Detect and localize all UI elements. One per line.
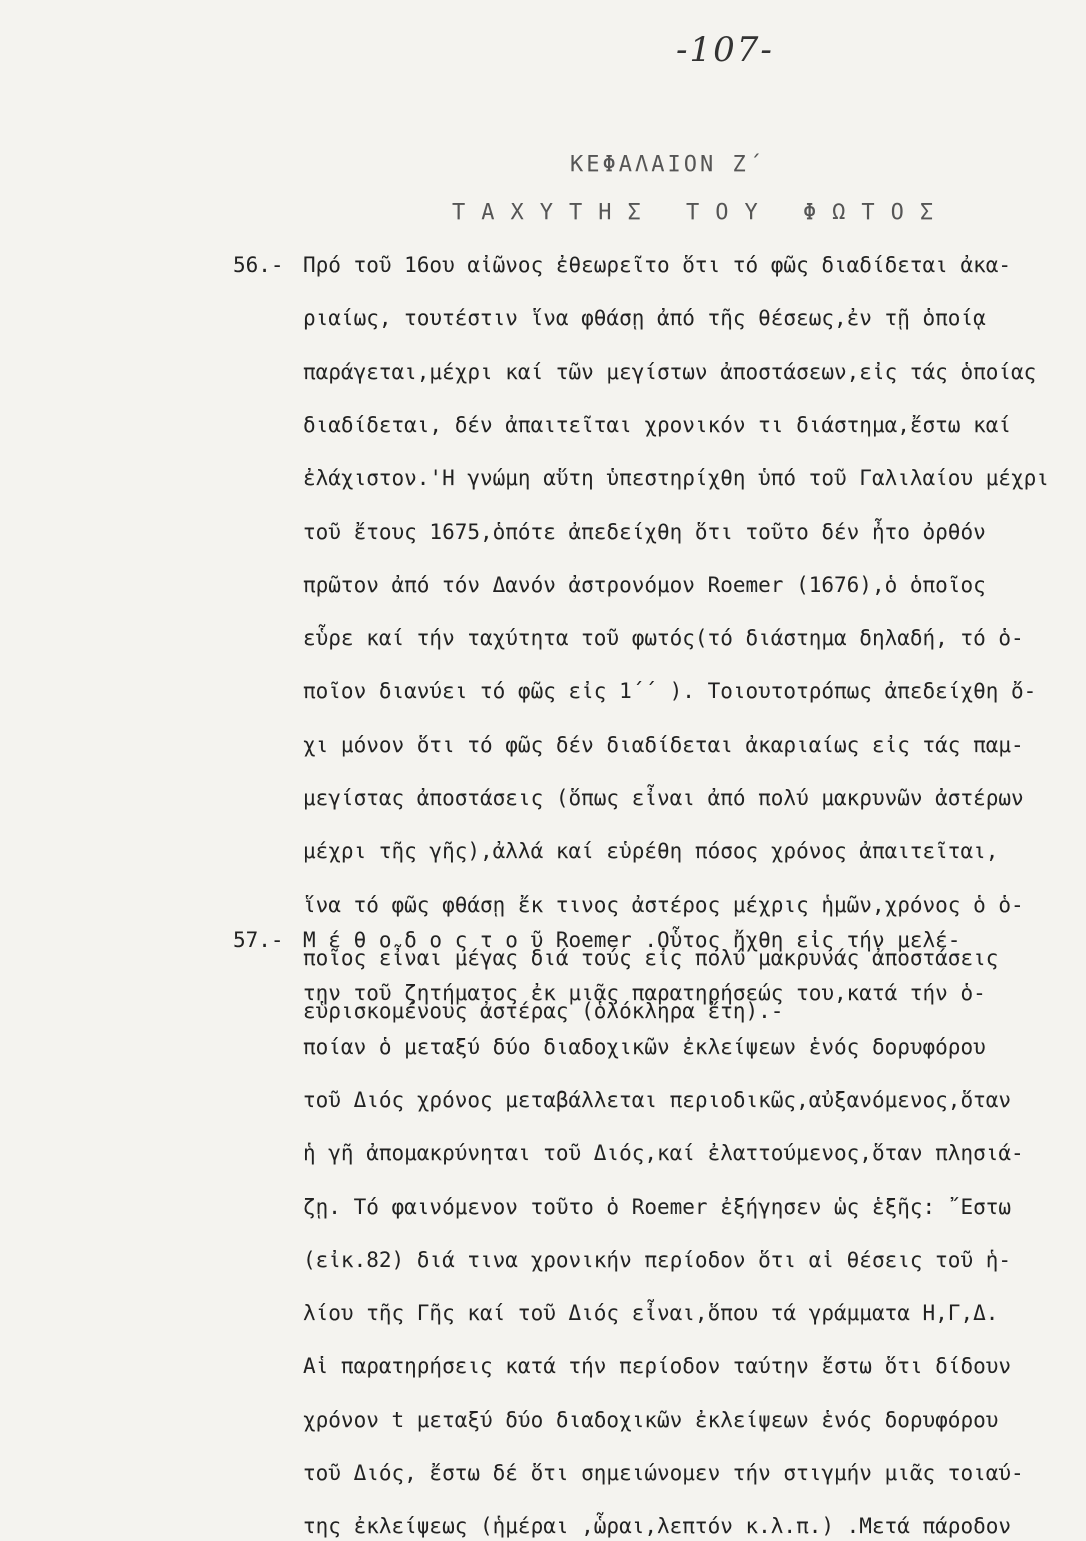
section-number: 56.- — [233, 253, 284, 277]
chapter-heading: ΚΕΦΑΛΑΙΟΝ Ζ΄ — [570, 152, 765, 177]
text-line: ριαίως, τουτέστιν ἵνα φθάσῃ ἀπό τῆς θέσεως,ἐν τῇ ὁποίᾳ — [303, 306, 986, 331]
text-line: ποίαν ὁ μεταξύ δύο διαδοχικῶν ἐκλείψεων ἑνός δορυφόρου — [303, 1034, 986, 1059]
text-line: παράγεται,μέχρι καί τῶν μεγίστων ἀποστάσεων,εἰς τάς ὁποίας — [303, 359, 1037, 384]
text-line: μεγίστας ἀποστάσεις (ὅπως εἶναι ἀπό πολύ μακρυνῶν ἀστέρων — [303, 786, 1024, 810]
text-line: χρόνον t μεταξύ δύο διαδοχικῶν ἐκλείψεων ἑνός δορυφόρου — [303, 1407, 999, 1432]
text-line: ἵνα τό φῶς φθάσῃ ἔκ τινος ἀστέρος μέχρις ἡμῶν,χρόνος ὁ ὁ- — [303, 892, 1024, 917]
section-number: 57.- — [233, 928, 284, 952]
text-line: πρῶτον ἀπό τόν Δανόν ἀστρονόμον Roemer (1676),ὁ ὁποῖος — [303, 572, 986, 597]
text-line: διαδίδεται, δέν ἀπαιτεῖται χρονικόν τι διάστημα,ἔστω καί — [303, 412, 1012, 437]
text-line: ποῖος εἶναι μέγας διά τούς εἰς πολύ μακρυνάς ἀποστάσεις — [303, 945, 999, 970]
text-line: τοῦ ἔτους 1675,ὁπότε ἀπεδείχθη ὅτι τοῦτο δέν ἦτο ὀρθόν — [303, 519, 986, 544]
text-line: ποῖον διανύει τό φῶς εἰς 1΄΄ ). Τοιουτοτρόπως ἀπεδείχθη ὄ- — [303, 679, 1037, 704]
text-line: Πρό τοῦ 16ου αἰῶνος ἐθεωρεῖτο ὅτι τό φῶς διαδίδεται ἀκα- — [303, 253, 1012, 277]
chapter-title: ΤΑΧΥΤΗΣ ΤΟΥ ΦΩΤΟΣ — [452, 200, 950, 225]
text-line: τοῦ Διός, ἔστω δέ ὅτι σημειώνομεν τήν στιγμήν μιᾶς τοιαύ- — [303, 1461, 1024, 1485]
text-line: εὑρισκομένους ἀστέρας (ὁλόκληρα ἔτη).- — [303, 999, 784, 1024]
text-line: (εἰκ.82) διά τινα χρονικήν περίοδον ὅτι αἱ θέσεις τοῦ ἡ- — [303, 1247, 1012, 1272]
text-line: Αἱ παρατηρήσεις κατά τήν περίοδον ταύτην ἔστω ὅτι δίδουν — [303, 1354, 1012, 1379]
text-line: ζῃ. Τό φαινόμενον τοῦτο ὁ Roemer ἐξήγησεν ὡς ἑξῆς: ῎Εστω — [303, 1194, 1012, 1219]
text-line: χι μόνον ὅτι τό φῶς δέν διαδίδεται ἀκαριαίως εἰς τάς παμ- — [303, 732, 1024, 757]
text-line: ἐλάχιστον.'Η γνώμη αὕτη ὑπεστηρίχθη ὑπό τοῦ Γαλιλαίου μέχρι — [303, 466, 1049, 491]
text-line: την τοῦ ζητήματος ἐκ μιᾶς παρατηρήσεώς του,κατά τήν ὁ- — [303, 981, 986, 1006]
text-line: ἡ γῆ ἀπομακρύνηται τοῦ Διός,καί ἐλαττούμενος,ὅταν πλησιά- — [303, 1141, 1024, 1166]
text-line: Μ έ θ ο δ ο ς τ ο ῦ Roemer .Οὗτος ἤχθη εἰς τήν μελέ- — [303, 928, 961, 952]
page-number: -107- — [676, 30, 774, 70]
text-line: λίου τῆς Γῆς καί τοῦ Διός εἶναι,ὅπου τά γράμματα Η,Γ,Δ. — [303, 1301, 999, 1326]
text-line: της ἐκλείψεως (ἡμέραι ,ὧραι,λεπτόν κ.λ.π.) .Μετά πάροδον — [303, 1514, 1012, 1539]
text-line: μέχρι τῆς γῆς),ἀλλά καί εὑρέθη πόσος χρόνος ἀπαιτεῖται, — [303, 839, 999, 864]
text-line: τοῦ Διός χρόνος μεταβάλλεται περιοδικῶς,αὐξανόμενος,ὅταν — [303, 1087, 1012, 1112]
text-line: εὗρε καί τήν ταχύτητα τοῦ φωτός(τό διάστημα δηλαδή, τό ὁ- — [303, 626, 1024, 651]
